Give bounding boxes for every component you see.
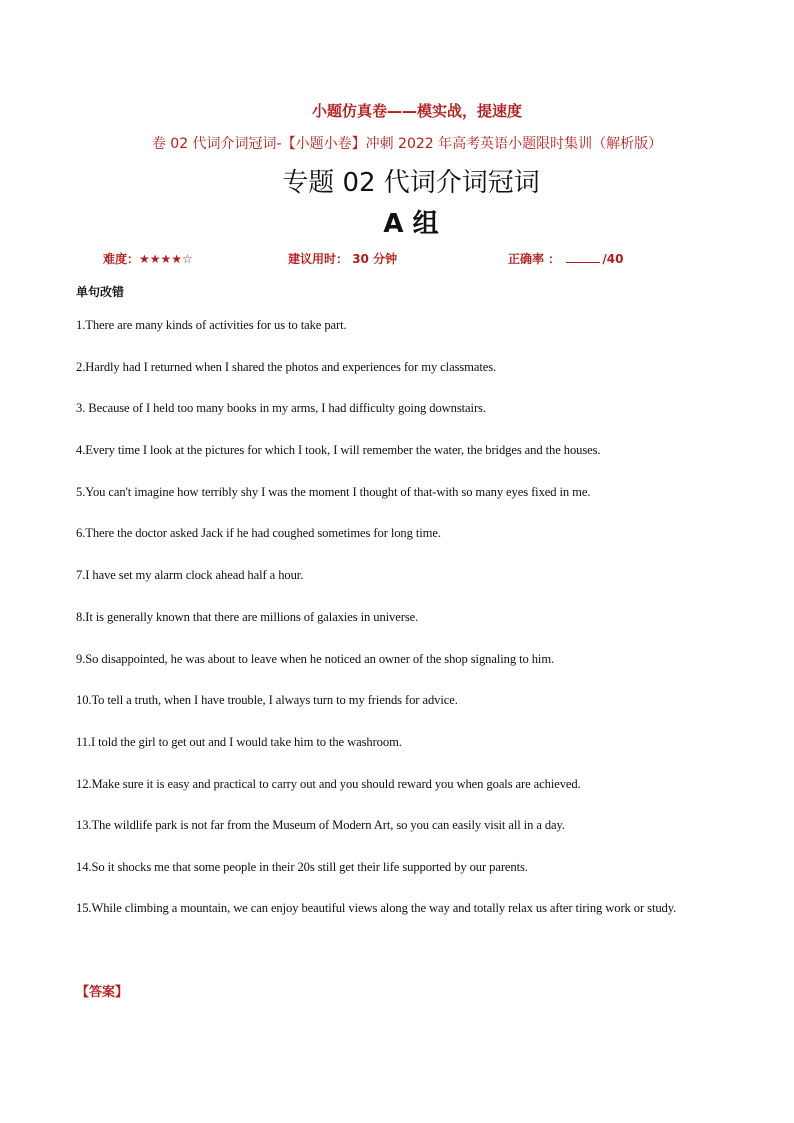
question-item: 14.So it shocks me that some people in their 20s still get their life supported by our parents.: [76, 859, 528, 874]
question-item: 11.I told the girl to get out and I would take him to the washroom.: [76, 734, 402, 749]
section-title: 单句改错: [76, 285, 125, 299]
question-item: 9.So disappointed, he was about to leave when he noticed an owner of the shop signaling to him.: [76, 651, 555, 666]
page-title: 专题 02 代词介词冠词: [282, 168, 540, 198]
question-list: [76, 317, 721, 955]
accuracy-info: [508, 250, 623, 267]
difficulty-label: 难度：: [103, 252, 140, 266]
question-item: 3. Because of I held too many books in my arms, I had difficulty going downstairs.: [76, 401, 486, 416]
question-item: 8.It is generally known that there are millions of galaxies in universe.: [76, 609, 419, 624]
group-heading: A 组: [383, 209, 439, 239]
question-item: 5.You can't imagine how terribly shy I was the moment I thought of that-with so many eyes fixed in me.: [76, 484, 591, 499]
accuracy-label: 正确率 ：: [508, 252, 561, 266]
question-item: 2.Hardly had I returned when I shared the photos and experiences for my classmates.: [76, 359, 497, 374]
document-subtitle: 卷 02 代词介词冠词-【小题小卷】冲刺 2022 年高考英语小题限时集训（解析版）: [151, 136, 663, 152]
question-item: 13.The wildlife park is not far from the Museum of Modern Art, so you can easily visit all in a day.: [76, 818, 565, 833]
suggested-time-info: [288, 250, 397, 267]
accuracy-total: /40: [602, 252, 624, 266]
question-item: 6.There the doctor asked Jack if he had coughed sometimes for long time.: [76, 526, 441, 541]
difficulty-info: [103, 250, 193, 267]
meta-info-row: [103, 250, 723, 268]
time-value: 30 分钟: [352, 252, 398, 266]
question-item: 15.While climbing a mountain, we can enjoy beautiful views along the way and totally relax us after tiring work or study.: [76, 900, 677, 915]
answer-heading: 【答案】: [76, 985, 129, 1000]
difficulty-stars: ★★★★☆: [139, 252, 193, 266]
banner-slogan: 小题仿真卷——模实战，提速度: [311, 102, 522, 120]
question-item: 1.There are many kinds of activities for us to take part.: [76, 318, 347, 332]
question-item: 12.Make sure it is easy and practical to carry out and you should reward you when goals are achieved.: [76, 776, 581, 791]
score-blank[interactable]: [566, 251, 600, 263]
time-label: 建议用时：: [288, 252, 349, 266]
question-item: 7.I have set my alarm clock ahead half a hour.: [76, 568, 304, 583]
question-item: 10.To tell a truth, when I have trouble, I always turn to my friends for advice.: [76, 693, 458, 708]
question-item: 4.Every time I look at the pictures for which I took, I will remember the water, the bridges and the houses.: [76, 443, 601, 458]
